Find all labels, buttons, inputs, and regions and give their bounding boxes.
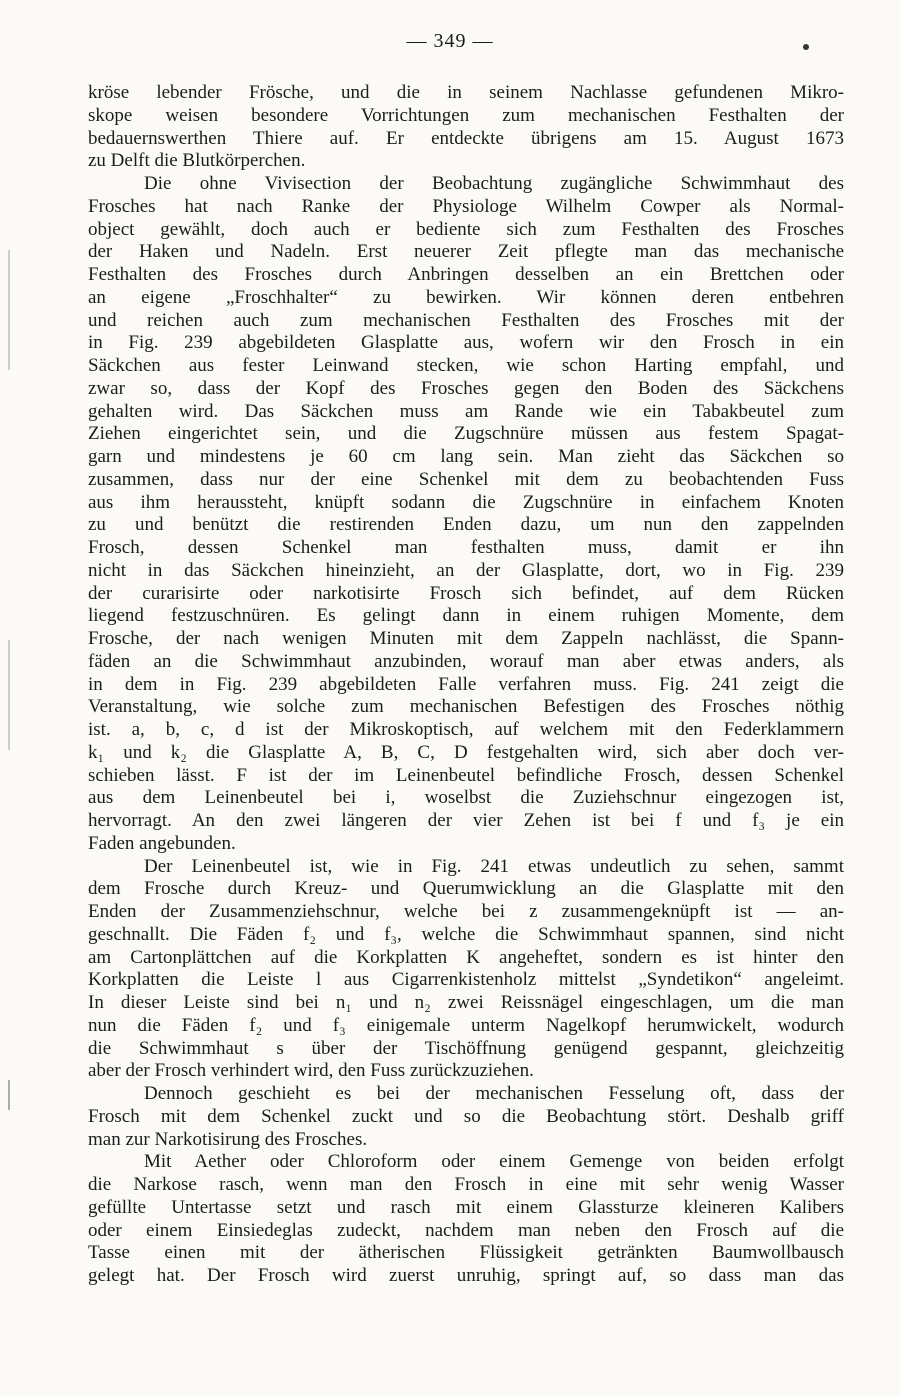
text-line: an eigene „Froschhalter“ zu bewirken. Wir können deren entbehren — [88, 286, 844, 308]
text-line: Festhalten des Frosches durch Anbringen desselben an ein Brettchen oder — [88, 264, 844, 285]
margin-mark — [8, 1080, 10, 1110]
text-line: Ziehen eingerichtet sein, und die Zugschnüre müssen aus festem Spagat- — [88, 423, 844, 445]
text-line: aus dem Leinenbeutel bei i, woselbst die Zuziehschnur eingezogen ist, — [88, 787, 844, 809]
text-line: fäden an die Schwimmhaut anzubinden, worauf man aber etwas anders, als — [88, 650, 844, 672]
text-line: der Haken und Nadeln. Erst neuerer Zeit pflegte man das mechanische — [88, 241, 844, 263]
text-line: Veranstaltung, wie solche zum mechanischen Befestigen des Frosches nöthig — [88, 696, 844, 718]
text-line: k₁ und k₂ die Glasplatte A, B, C, D festgehalten wird, sich aber doch ver- — [88, 741, 844, 763]
text-line: aus ihm heraussteht, knüpft sodann die Zugschnüre in einfachem Knoten — [88, 491, 844, 513]
text-line: nun die Fäden f₂ und f₃ einigemale unterm Nagelkopf herumwickelt, wodurch — [88, 1014, 844, 1036]
text-line: zu und benützt die restirenden Enden dazu, um nun den zappelnden — [88, 514, 844, 536]
text-line: bedauernswerthen Thiere auf. Er entdeckte übrigens am 15. August 1673 — [88, 127, 844, 149]
text-line: gehalten wird. Das Säckchen muss am Rande wie ein Tabakbeutel zum — [88, 400, 844, 422]
text-line: garn und mindestens je 60 cm lang sein. Man zieht das Säckchen so — [88, 446, 844, 467]
body-text — [88, 82, 844, 1288]
text-line: Enden der Zusammenziehschnur, welche bei z zusammengeknüpft ist — an- — [88, 901, 844, 922]
text-line: geschnallt. Die Fäden f₂ und f₃, welche die Schwimmhaut spannen, sind nicht — [88, 923, 844, 945]
text-line: zu Delft die Blutkörperchen. — [88, 150, 306, 172]
text-line: die Schwimmhaut s über der Tischöffnung genügend gespannt, gleichzeitig — [88, 1037, 844, 1059]
text-line: Tasse einen mit der ätherischen Flüssigkeit getränkten Baumwollbausch — [88, 1242, 844, 1264]
text-line: der curarisirte oder narkotisirte Frosch sich befindet, auf dem Rücken — [88, 582, 844, 604]
text-line: Säckchen aus fester Leinwand stecken, wie schon Harting empfahl, und — [88, 355, 844, 376]
text-line: skope weisen besondere Vorrichtungen zum mechanischen Festhalten der — [88, 104, 844, 126]
text-line: dem Frosche durch Kreuz- und Querumwicklung an die Glasplatte mit den — [88, 878, 844, 900]
text-line: gelegt hat. Der Frosch wird zuerst unruhig, springt auf, so dass man das — [88, 1265, 844, 1286]
text-line: liegend festzuschnüren. Es gelingt dann in einem ruhigen Momente, dem — [88, 605, 844, 627]
text-line: zwar so, dass der Kopf des Frosches gegen den Boden des Säckchens — [88, 377, 844, 399]
text-line: aber der Frosch verhindert wird, den Fuss zurückzuziehen. — [88, 1060, 534, 1082]
ink-dot — [803, 44, 809, 50]
text-line: in dem in Fig. 239 abgebildeten Falle verfahren muss. Fig. 241 zeigt die — [88, 673, 844, 695]
text-line: Dennoch geschieht es bei der mechanischen Fesselung oft, dass der — [144, 1083, 844, 1104]
text-line: In dieser Leiste sind bei n₁ und n₂ zwei Reissnägel eingeschlagen, um die man — [88, 992, 844, 1013]
text-line: die Narkose rasch, wenn man den Frosch in eine mit sehr wenig Wasser — [88, 1174, 844, 1195]
text-line: Faden angebunden. — [88, 832, 236, 854]
text-line: Der Leinenbeutel ist, wie in Fig. 241 etwas undeutlich zu sehen, sammt — [144, 855, 844, 877]
text-line: object gewählt, doch auch er bediente sich zum Festhalten des Frosches — [88, 218, 844, 240]
text-line: Die ohne Vivisection der Beobachtung zugängliche Schwimmhaut des — [144, 173, 844, 194]
text-line: ist. a, b, c, d ist der Mikroskoptisch, auf welchem mit den Federklammern — [88, 719, 844, 740]
text-line: Frosch, dessen Schenkel man festhalten muss, damit er ihn — [88, 537, 844, 558]
text-line: Mit Aether oder Chloroform oder einem Gemenge von beiden erfolgt — [144, 1151, 844, 1173]
margin-mark — [8, 250, 10, 370]
page-number: — 349 — — [406, 30, 494, 52]
text-line: Korkplatten die Leiste l aus Cigarrenkistenholz mittelst „Syndetikon“ angeleimt. — [88, 969, 844, 991]
text-line: kröse lebender Frösche, und die in seinem Nachlasse gefundenen Mikro- — [88, 82, 844, 103]
text-line: zusammen, dass nur der eine Schenkel mit dem zu beobachtenden Fuss — [88, 468, 844, 490]
text-line: Frosch mit dem Schenkel zuckt und so die Beobachtung stört. Deshalb griff — [88, 1105, 844, 1127]
text-line: schieben lässt. F ist der im Leinenbeutel befindliche Frosch, dessen Schenkel — [88, 764, 844, 786]
text-line: man zur Narkotisirung des Frosches. — [88, 1128, 368, 1150]
text-line: gefüllte Untertasse setzt und rasch mit einem Glassturze kleineren Kalibers — [88, 1196, 844, 1218]
text-line: in Fig. 239 abgebildeten Glasplatte aus, wofern wir den Frosch in ein — [88, 332, 844, 354]
text-line: und reichen auch zum mechanischen Festhalten des Frosches mit der — [88, 309, 844, 331]
margin-mark — [8, 640, 10, 750]
text-line: am Cartonplättchen auf die Korkplatten K angeheftet, sondern es ist hinter den — [88, 946, 844, 968]
text-line: oder einem Einsiedeglas zudeckt, nachdem man neben den Frosch auf die — [88, 1219, 844, 1241]
text-line: hervorragt. An den zwei längeren der vier Zehen ist bei f und f₃ je ein — [88, 810, 844, 831]
text-line: Frosches hat nach Ranke der Physiologe Wilhelm Cowper als Normal- — [88, 195, 844, 217]
text-line: nicht in das Säckchen hineinzieht, an der Glasplatte, dort, wo in Fig. 239 — [88, 559, 844, 581]
text-line: Frosche, der nach wenigen Minuten mit dem Zappeln nachlässt, die Spann- — [88, 628, 844, 649]
